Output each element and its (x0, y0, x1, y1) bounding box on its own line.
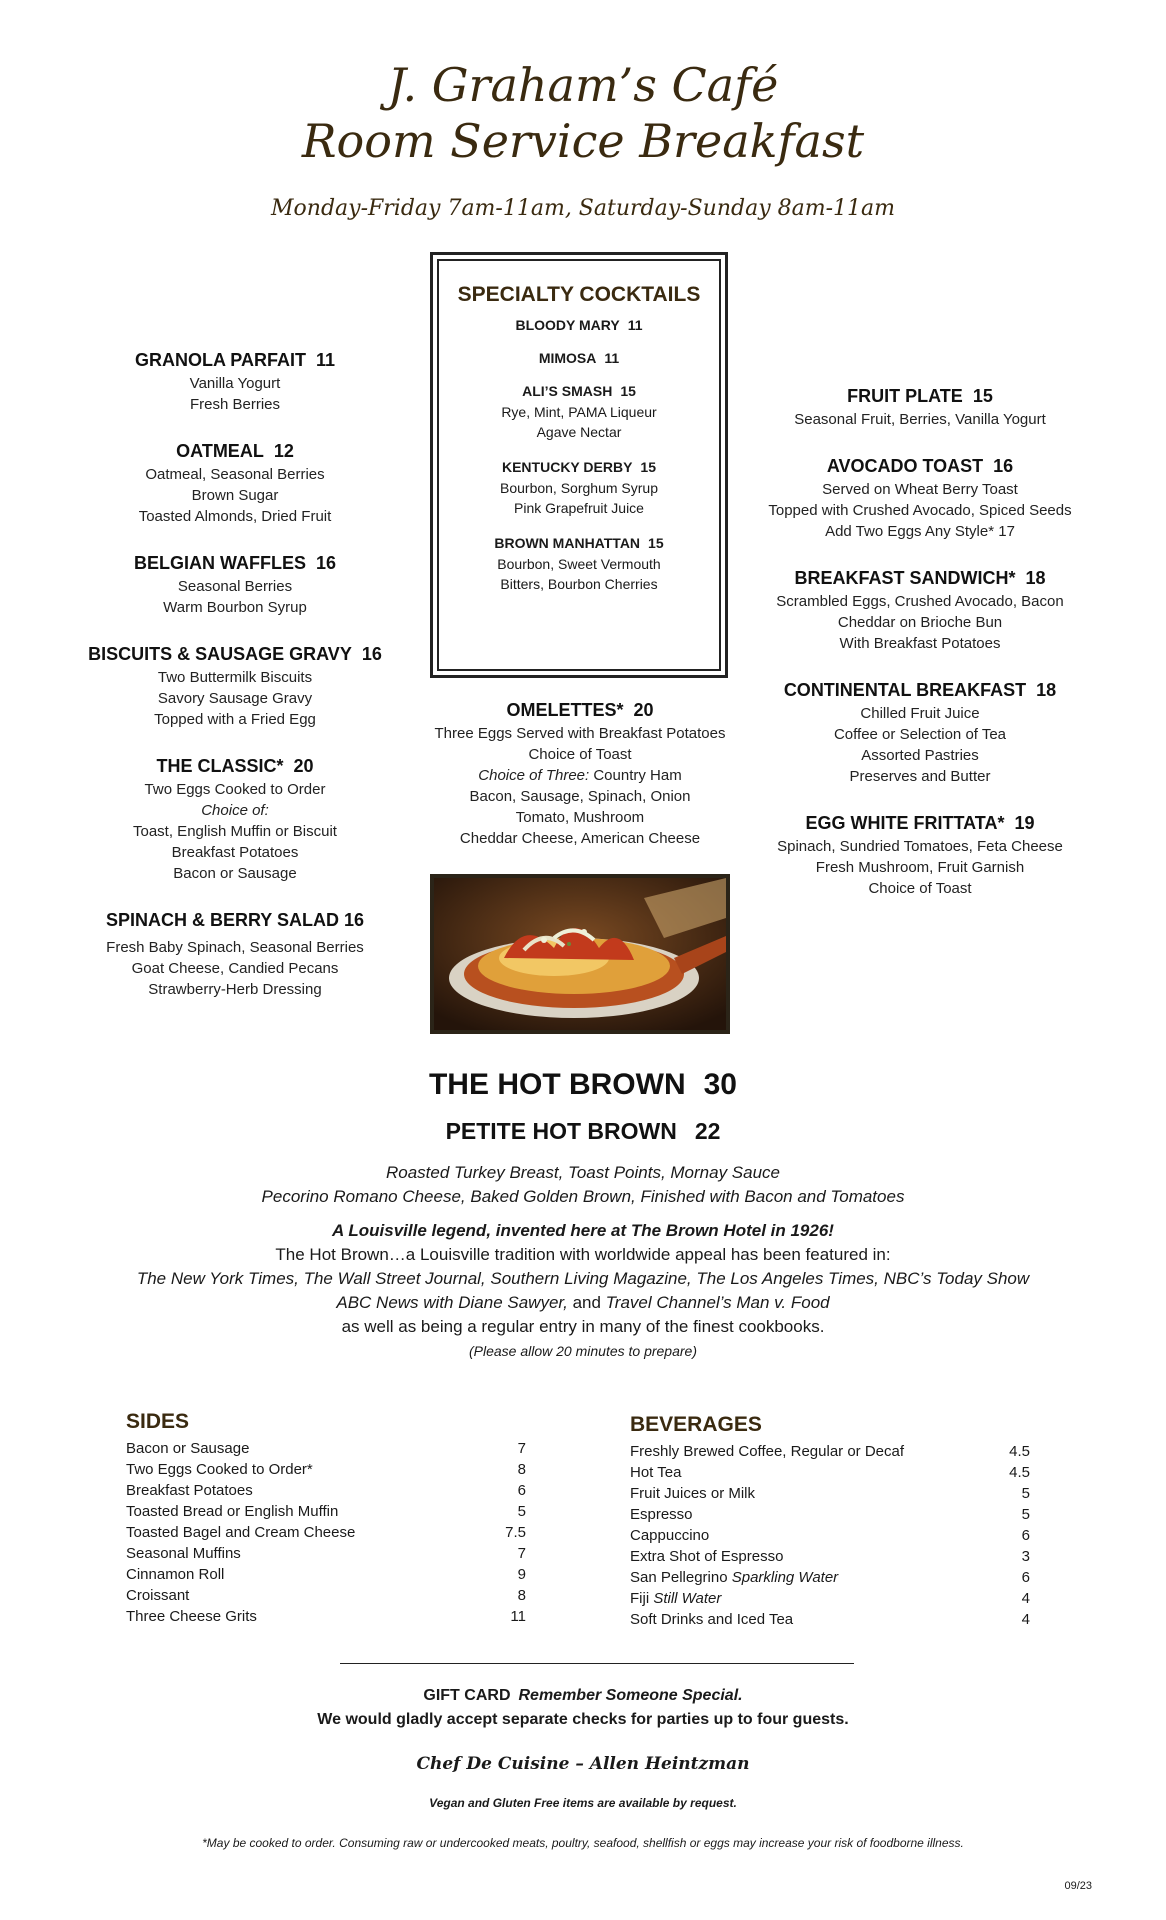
list-item: Bacon or Sausage 7 (126, 1440, 526, 1457)
item-description: Choice of Three: Country Ham (478, 767, 682, 784)
list-item: Fruit Juices or Milk 5 (630, 1485, 1030, 1502)
item-description: Chilled Fruit Juice (860, 705, 980, 722)
hot-brown-section (0, 1068, 1166, 1363)
cocktail-price: 15 (648, 535, 664, 551)
item-description: Cheddar on Brioche Bun (837, 614, 1003, 631)
item-description: Two Eggs Cooked to Order (144, 781, 326, 798)
item-name: SPINACH & BERRY SALAD 16 (105, 910, 365, 930)
item-description: Two Buttermilk Biscuits (157, 669, 313, 686)
sides-list (126, 1410, 526, 1627)
cocktail-item (439, 350, 719, 366)
item-name: BREAKFAST SANDWICH* 18 (794, 568, 1046, 588)
menu-title: Room Service Breakfast (301, 114, 865, 168)
hot-brown-legend: A Louisville legend, invented here at The Brown Hotel in 1926! (332, 1221, 834, 1240)
hot-brown-history: as well as being a regular entry in many of the finest cookbooks. (341, 1317, 825, 1336)
cocktail-item (439, 317, 719, 333)
item-name: BISCUITS & SAUSAGE GRAVY 16 (88, 644, 382, 664)
menu-item (60, 644, 410, 730)
item-price: 16 (993, 456, 1014, 476)
list-price: 6 (517, 1482, 526, 1499)
hot-brown-illustration (434, 878, 726, 1030)
item-name: GRANOLA PARFAIT 11 (134, 350, 336, 370)
hot-brown-press: The New York Times, The Wall Street Journal, Southern Living Magazine, The Los Angeles Times, NBC’s Today Show (136, 1269, 1030, 1288)
list-item: Two Eggs Cooked to Order* 8 (126, 1461, 526, 1478)
list-item: Toasted Bagel and Cream Cheese 7.5 (126, 1524, 526, 1541)
item-price: 16 (361, 644, 382, 664)
separate-checks-note: We would gladly accept separate checks for parties up to four guests. (317, 1711, 849, 1728)
item-price: 16 (315, 553, 337, 573)
item-description: Cheddar Cheese, American Cheese (459, 830, 701, 847)
list-item: Cinnamon Roll 9 (126, 1566, 526, 1583)
item-name: OATMEAL 12 (176, 441, 294, 461)
list-price: 6 (1021, 1527, 1030, 1544)
hot-brown-title: THE HOT BROWN 30 (428, 1068, 737, 1101)
omelettes-section (410, 700, 750, 849)
item-description: Tomato, Mushroom (515, 809, 645, 826)
beverages-list (630, 1413, 1030, 1630)
cocktails-inner-frame (437, 259, 721, 671)
item-description: Choice of Toast (528, 746, 632, 763)
item-description: Topped with Crushed Avocado, Spiced Seeds (768, 502, 1072, 519)
list-price: 6 (1021, 1569, 1030, 1586)
cocktail-price: 15 (640, 459, 656, 475)
item-description: Seasonal Fruit, Berries, Vanilla Yogurt (794, 411, 1046, 428)
cocktail-name: ALI’S SMASH 15 (522, 383, 636, 399)
hot-brown-description: Roasted Turkey Breast, Toast Points, Mornay Sauce (385, 1163, 781, 1182)
specialty-cocktails-box (430, 252, 728, 678)
cocktail-price: 11 (627, 317, 643, 333)
list-item: Cappuccino 6 (630, 1527, 1030, 1544)
menu-item (60, 441, 410, 527)
menu-item (750, 456, 1090, 542)
cocktail-description: Agave Nectar (536, 424, 622, 440)
menu-item (750, 680, 1090, 787)
hot-brown-price: 30 (703, 1068, 737, 1101)
list-price: 8 (517, 1587, 526, 1604)
list-price: 5 (1021, 1506, 1030, 1523)
list-price: 5 (1021, 1485, 1030, 1502)
menu-item (750, 568, 1090, 654)
list-item: Breakfast Potatoes 6 (126, 1482, 526, 1499)
item-description: Preserves and Butter (849, 768, 991, 785)
cocktails-title: SPECIALTY COCKTAILS (457, 283, 701, 306)
item-description: Oatmeal, Seasonal Berries (145, 466, 325, 483)
cocktail-item (439, 383, 719, 442)
item-description: Coffee or Selection of Tea (833, 726, 1007, 743)
item-description: Choice of Toast (868, 880, 972, 897)
item-description: Served on Wheat Berry Toast (822, 481, 1018, 498)
item-description: Bacon, Sausage, Spinach, Onion (469, 788, 691, 805)
cocktail-description: Bitters, Bourbon Cherries (500, 576, 658, 592)
cocktail-name: MIMOSA 11 (538, 350, 620, 366)
menu-item (60, 756, 410, 884)
item-description: Goat Cheese, Candied Pecans (131, 960, 339, 977)
item-description: Toasted Almonds, Dried Fruit (138, 508, 332, 525)
list-price: 11 (510, 1608, 526, 1625)
item-price: 12 (273, 441, 294, 461)
hot-brown-photo (430, 874, 730, 1034)
item-description: Toast, English Muffin or Biscuit (133, 823, 337, 840)
list-price: 8 (517, 1461, 526, 1478)
list-price: 4 (1021, 1590, 1030, 1607)
cocktail-name: BLOODY MARY 11 (515, 317, 643, 333)
list-item: Freshly Brewed Coffee, Regular or Decaf 4.5 (630, 1443, 1030, 1460)
list-price: 7 (517, 1440, 526, 1457)
petite-hot-brown-title: PETITE HOT BROWN 22 (445, 1118, 721, 1144)
list-item: Three Cheese Grits 11 (126, 1608, 526, 1625)
item-name: FRUIT PLATE 15 (847, 386, 993, 406)
item-price: 11 (315, 350, 336, 370)
item-price: 18 (1025, 568, 1046, 588)
cocktail-name: BROWN MANHATTAN 15 (494, 535, 664, 551)
divider (340, 1663, 854, 1664)
beverages-title: BEVERAGES (630, 1413, 762, 1436)
cocktail-name: KENTUCKY DERBY 15 (501, 459, 656, 475)
item-description: Fresh Berries (189, 396, 281, 413)
petite-hot-brown-price: 22 (694, 1118, 721, 1144)
hot-brown-press: ABC News with Diane Sawyer, and Travel Channel’s Man v. Food (336, 1293, 830, 1312)
cocktail-description: Bourbon, Sorghum Syrup (500, 480, 658, 496)
item-name: THE CLASSIC* 20 (156, 756, 314, 776)
menu-item (60, 350, 410, 415)
vegan-note: Vegan and Gluten Free items are available by request. (429, 1796, 737, 1810)
menu-item (60, 910, 410, 1000)
menu-item (750, 386, 1090, 430)
item-description: Brown Sugar (191, 487, 279, 504)
list-price: 7 (517, 1545, 526, 1562)
cocktail-price: 11 (604, 350, 620, 366)
list-item: Soft Drinks and Iced Tea 4 (630, 1611, 1030, 1628)
item-name: BELGIAN WAFFLES 16 (133, 553, 337, 573)
item-description: Breakfast Potatoes (171, 844, 299, 861)
item-description: Spinach, Sundried Tomatoes, Feta Cheese (777, 838, 1063, 855)
cocktail-description: Rye, Mint, PAMA Liqueur (501, 404, 657, 420)
list-item: Fiji Still Water 4 (630, 1590, 1030, 1607)
list-item: Espresso 5 (630, 1506, 1030, 1523)
item-description: Add Two Eggs Any Style* 17 (825, 523, 1015, 540)
item-description: Warm Bourbon Syrup (163, 599, 307, 616)
food-safety-disclaimer: *May be cooked to order. Consuming raw or undercooked meats, poultry, seafood, shellfish or eggs may increase your risk of foodborne illness. (202, 1836, 964, 1850)
item-description: Fresh Mushroom, Fruit Garnish (815, 859, 1025, 876)
list-item: Toasted Bread or English Muffin 5 (126, 1503, 526, 1520)
menu-item (60, 553, 410, 618)
item-price: 20 (633, 700, 654, 720)
item-description: With Breakfast Potatoes (839, 635, 1001, 652)
prep-time-note: (Please allow 20 minutes to prepare) (468, 1343, 697, 1359)
list-price: 4.5 (1009, 1464, 1030, 1481)
chef-credit: Chef De Cuisine – Allen Heintzman (416, 1754, 750, 1774)
date-code: 09/23 (1064, 1880, 1092, 1892)
item-price: 15 (972, 386, 993, 406)
item-description: Seasonal Berries (177, 578, 293, 595)
cocktail-description: Bourbon, Sweet Vermouth (497, 556, 661, 572)
item-name: AVOCADO TOAST 16 (826, 456, 1014, 476)
item-price: 19 (1014, 813, 1035, 833)
right-menu-column (750, 386, 1090, 925)
list-item: Croissant 8 (126, 1587, 526, 1604)
left-menu-column (60, 350, 410, 1026)
list-price: 9 (517, 1566, 526, 1583)
hot-brown-history: The Hot Brown…a Louisville tradition with worldwide appeal has been featured in: (275, 1245, 891, 1264)
cocktail-description: Pink Grapefruit Juice (514, 500, 644, 516)
item-description: Bacon or Sausage (173, 865, 297, 882)
footer (0, 1684, 1166, 1850)
item-description: Choice of: (201, 802, 269, 819)
list-item: Seasonal Muffins 7 (126, 1545, 526, 1562)
item-description: Vanilla Yogurt (189, 375, 281, 392)
item-description: Assorted Pastries (861, 747, 979, 764)
service-hours: Monday-Friday 7am-11am, Saturday-Sunday 8am-11am (271, 196, 895, 221)
list-price: 7.5 (505, 1524, 526, 1541)
item-description: Three Eggs Served with Breakfast Potatoes (434, 725, 726, 742)
item-name: OMELETTES* 20 (506, 700, 654, 720)
item-description: Strawberry-Herb Dressing (148, 981, 322, 998)
hot-brown-description: Pecorino Romano Cheese, Baked Golden Brown, Finished with Bacon and Tomatoes (261, 1187, 905, 1206)
item-price: 16 (344, 910, 365, 930)
item-name: EGG WHITE FRITTATA* 19 (805, 813, 1035, 833)
sides-title: SIDES (126, 1410, 190, 1433)
cocktail-item (439, 535, 719, 594)
menu-item (750, 813, 1090, 899)
item-description: Savory Sausage Gravy (157, 690, 313, 707)
list-item: San Pellegrino Sparkling Water 6 (630, 1569, 1030, 1586)
list-price: 4 (1021, 1611, 1030, 1628)
item-price: 20 (293, 756, 314, 776)
cocktail-price: 15 (620, 383, 636, 399)
list-price: 3 (1021, 1548, 1030, 1565)
cafe-title: J. Graham’s Café (387, 58, 779, 112)
list-price: 5 (517, 1503, 526, 1520)
list-item: Extra Shot of Espresso 3 (630, 1548, 1030, 1565)
item-name: CONTINENTAL BREAKFAST 18 (783, 680, 1057, 700)
item-description: Scrambled Eggs, Crushed Avocado, Bacon (776, 593, 1064, 610)
gift-card-line: GIFT CARD Remember Someone Special. (423, 1687, 743, 1704)
list-price: 4.5 (1009, 1443, 1030, 1460)
item-description: Fresh Baby Spinach, Seasonal Berries (106, 939, 364, 956)
cocktail-item (439, 459, 719, 518)
item-price: 18 (1036, 680, 1057, 700)
list-item: Hot Tea 4.5 (630, 1464, 1030, 1481)
item-description: Topped with a Fried Egg (154, 711, 316, 728)
